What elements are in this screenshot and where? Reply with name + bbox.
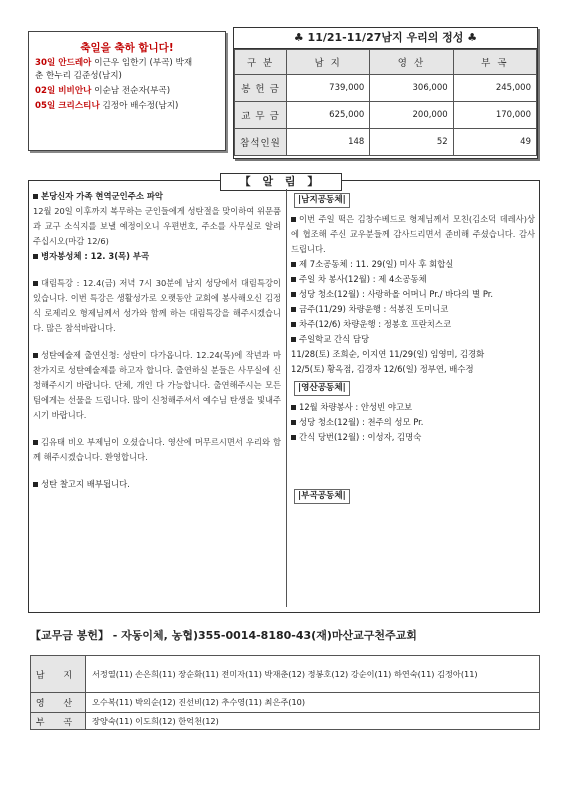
notice-text: 12월 20일 이후까지 복무하는 군인들에게 성탄절을 맞이하여 위문품과 교구 소식지를 보낼 예정이오니 우편번호, 주소를 사무실로 알려 주십시오(마감 12/6) xyxy=(33,206,281,246)
notice-item: 금주(11/29) 차량운행 : 석봉진 도미니코 xyxy=(291,302,535,317)
cell: 서정열(11) 손은희(11) 장순화(11) 전미자(11) 박재춘(12) 정봉호(12) 강순이(11) 하연숙(11) 김정아(11) xyxy=(86,656,540,693)
bullet-icon xyxy=(33,194,38,199)
feast-day-row: 춘 한누리 김준성(남지) xyxy=(35,71,122,81)
notice-item: 김유태 비오 부제님이 오셨습니다. 영산에 머무르시면서 우리와 함께 해주시겠습니다. 환영합니다. xyxy=(33,437,281,462)
cell: 52 xyxy=(370,129,453,156)
bullet-icon xyxy=(291,337,296,342)
notice-text: 11/28(토) 조희순, 이지연 11/29(일) 임영미, 김경화 xyxy=(291,349,485,359)
notice-item: 성당 청소(12월) : 천주의 성모 Pr. xyxy=(291,415,535,430)
section-heading: |영산공동체| xyxy=(294,381,350,396)
cell: 245,000 xyxy=(453,75,536,102)
cell: 장양숙(11) 이도희(12) 한억천(12) xyxy=(86,713,540,730)
cell: 200,000 xyxy=(370,102,453,129)
cell: 739,000 xyxy=(287,75,370,102)
col-header: 영 산 xyxy=(370,50,453,75)
giving-heading: 【교무금 봉헌】 - 자동이체, 농협)355-0014-8180-43(재)마산교구천주교회 xyxy=(30,629,417,642)
feast-day-title: 축일을 축하 합니다! xyxy=(80,42,174,54)
notice-item: 이번 주일 떡은 김창수베드로 형제님께서 모친(김소덕 데레사)상에 협조해 주신 교우분들께 감사드리면서 준비해 주셨습니다. 감사드립니다. xyxy=(291,214,535,254)
bullet-icon xyxy=(33,482,38,487)
feast-day-row: 05일 크리스티나 김정아 배수정(남지) xyxy=(35,101,179,111)
notice-item: 병자봉성체 : 12. 3(목) 부곡 xyxy=(33,249,281,264)
notice-item: 제 7소공동체 : 11. 29(일) 미사 후 회합실 xyxy=(291,257,535,272)
cell: 148 xyxy=(287,129,370,156)
bullet-icon xyxy=(291,277,296,282)
bullet-icon xyxy=(291,262,296,267)
giving-table xyxy=(30,655,540,730)
notice-item: 주일 차 봉사(12월) : 제 4소공동체 xyxy=(291,272,535,287)
feast-day-row: 02일 비비안나 이순남 전순자(부곡) xyxy=(35,86,171,96)
feast-day-row: 30일 안드레아 이근우 임한기 (부곡) 박재 xyxy=(35,58,193,68)
row-label: 부 곡 xyxy=(31,713,86,730)
notice-item: 대림특강 : 12.4(금) 저녁 7시 30분에 남지 성당에서 대림특강이 있습니다. 이번 특강은 생활성가로 오랫동안 교회에 봉사해오신 김정식 로제리오 형제님께서 성가와 함께 하는 대림특강을 해주시겠습니다. 많은 참석바랍니다. xyxy=(33,278,281,333)
cell: 오수복(11) 박의순(12) 진선비(12) 추수영(11) 최은주(10) xyxy=(86,693,540,713)
bullet-icon xyxy=(291,435,296,440)
row-label: 영 산 xyxy=(31,693,86,713)
row-label: 교 무 금 xyxy=(235,102,287,129)
bullet-icon xyxy=(291,405,296,410)
notice-item: 차주(12/6) 차량운행 : 정봉호 프란치스코 xyxy=(291,317,535,332)
notice-item: 성탄 찰고지 배부됩니다. xyxy=(33,477,281,492)
row-label: 참석인원 xyxy=(235,129,287,156)
cell: 625,000 xyxy=(287,102,370,129)
offering-table xyxy=(234,49,537,156)
col-header: 남 지 xyxy=(287,50,370,75)
notice-item: 본당신자 가족 현역군인주소 파악 xyxy=(33,189,281,204)
bullet-icon xyxy=(291,322,296,327)
cell: 49 xyxy=(453,129,536,156)
bullet-icon xyxy=(33,353,38,358)
notice-text: 12/5(토) 황옥점, 김경자 12/6(일) 정부연, 배수정 xyxy=(291,364,474,374)
cell: 170,000 xyxy=(453,102,536,129)
section-heading: |부곡공동체| xyxy=(294,489,350,504)
section-heading: |남지공동체| xyxy=(294,193,350,208)
bullet-icon xyxy=(291,420,296,425)
notice-title: 【 알 림 】 xyxy=(220,173,342,191)
notice-item: 주일학교 간식 담당 xyxy=(291,332,535,347)
bullet-icon xyxy=(33,281,38,286)
offering-title: ♣ 11/21-11/27남지 우리의 정성 ♣ xyxy=(234,28,537,49)
bullet-icon xyxy=(291,307,296,312)
notice-item: 간식 당번(12월) : 이성자, 김명숙 xyxy=(291,430,535,445)
row-label: 봉 헌 금 xyxy=(235,75,287,102)
notice-item: 성당 청소(12월) : 사랑하올 어머니 Pr./ 바다의 별 Pr. xyxy=(291,287,535,302)
bullet-icon xyxy=(291,292,296,297)
cell: 306,000 xyxy=(370,75,453,102)
row-label: 남 지 xyxy=(31,656,86,693)
col-header: 구 분 xyxy=(235,50,287,75)
bullet-icon xyxy=(33,254,38,259)
notice-item: 성탄예술제 출연신청: 성탄이 다가옵니다. 12.24(목)에 작년과 마찬가지로 성탄예술제를 하고자 합니다. 출연하실 분들은 사무실에 신청해주시기 바랍니다. 단체, 개인 다 가능합니다. 출연해주시는 모든 팀에게는 선물을 드립니다. 많이 신청해주셔서 예수님 탄생을 빛내주시기 바랍니다. xyxy=(33,350,281,420)
bullet-icon xyxy=(33,440,38,445)
bullet-icon xyxy=(291,217,296,222)
col-header: 부 곡 xyxy=(453,50,536,75)
notice-left-column xyxy=(33,189,281,607)
feast-day-box xyxy=(28,31,226,151)
offering-table-box xyxy=(233,27,538,159)
notice-right-column xyxy=(286,189,535,607)
notice-item: 12월 차량봉사 : 안성빈 야고보 xyxy=(291,400,535,415)
